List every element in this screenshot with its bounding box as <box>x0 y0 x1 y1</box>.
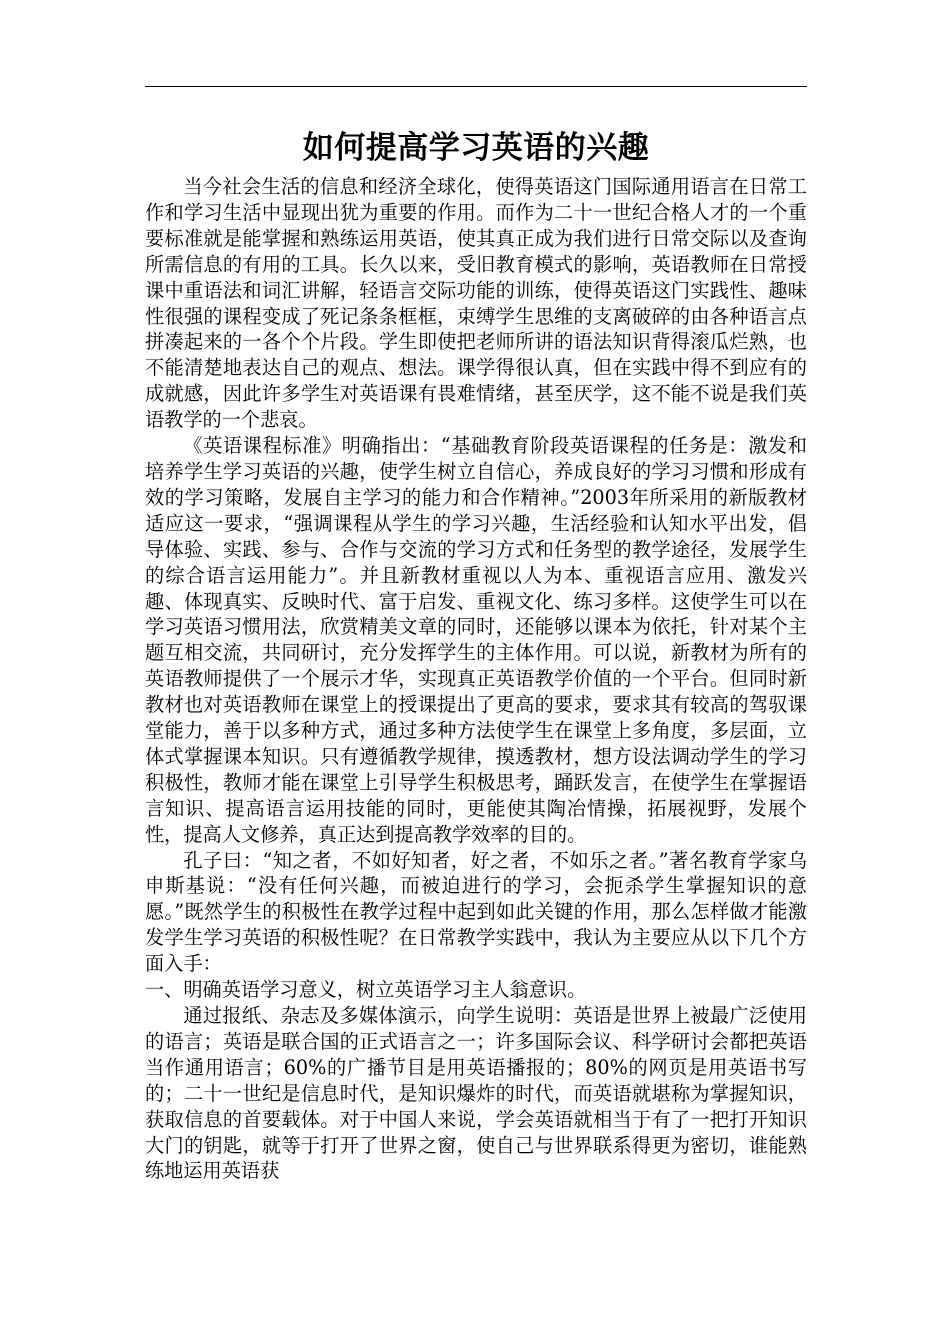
header-rule <box>145 86 807 87</box>
section-heading-1: 一、明确英语学习意义，树立英语学习主人翁意识。 <box>145 978 587 1002</box>
paragraph-intro: 当今社会生活的信息和经济全球化，使得英语这门国际通用语言在日常工作和学习生活中显现出犹为重要的作用。而作为二十一世纪合格人才的一个重要标准就是能掌握和熟练运用英语，使其真正成为我们进行日常交际以及查询所需信息的有用的工具。长久以来，受旧教育模式的影响，英语教师在日常授课中重语法和词汇讲解，轻语言交际功能的训练，使得英语这门实践性、趣味性很强的课程变成了死记条条框框，束缚学生思维的支离破碎的由各种语言点拼凑起来的一各个个片段。学生即使把老师所讲的语法知识背得滚瓜烂熟，也不能清楚地表达自己的观点、想法。课学得很认真，但在实践中得不到应有的成就感，因此许多学生对英语课有畏难情绪，甚至厌学，这不能不说是我们英语教学的一个悲哀。 <box>145 175 807 432</box>
paragraph-curriculum-standard: 《英语课程标准》明确指出：“基础教育阶段英语课程的任务是：激发和培养学生学习英语的兴趣，使学生树立自信心，养成良好的学习习惯和形成有效的学习策略，发展自主学习的能力和合作精神。”2003年所采用的新版教材适应这一要求，“强调课程从学生的学习兴趣，生活经验和认知水平出发，倡导体验、实践、参与、合作与交流的学习方式和任务型的教学途径，发展学生的综合语言运用能力”。并且新教材重视以人为本、重视语言应用、激发兴趣、体现真实、反映时代、富于启发、重视文化、练习多样。这使学生可以在学习英语习惯用法，欣赏精美文章的同时，还能够以课本为依托，针对某个主题互相交流，共同研讨，充分发挥学生的主体作用。可以说，新教材为所有的英语教师提供了一个展示才华，实现真正英语教学价值的一个平台。但同时新教材也对英语教师在课堂上的授课提出了更高的要求，要求其有较高的驾驭课堂能力，善于以多种方式，通过多种方法使学生在课堂上多角度，多层面，立体式掌握课本知识。只有遵循教学规律，摸透教材，想方设法调动学生的学习积极性，教师才能在课堂上引导学生积极思考，踊跃发言，在使学生在掌握语言知识、提高语言运用技能的同时，更能使其陶冶情操，拓展视野，发展个性，提高人文修养，真正达到提高教学效率的目的。 <box>145 434 807 846</box>
document-title: 如何提高学习英语的兴趣 <box>302 130 650 166</box>
paragraph-confucius: 孔子曰：“知之者，不如好知者，好之者，不如乐之者。”著名教育学家乌申斯基说：“没有任何兴趣，而被迫进行的学习，会扼杀学生掌握知识的意愿。”既然学生的积极性在教学过程中起到如此关键的作用，那么怎样做才能激发学生学习英语的积极性呢？在日常教学实践中，我认为主要应从以下几个方面入手： <box>145 848 807 976</box>
document-body <box>145 174 807 1184</box>
paragraph-section-1: 通过报纸、杂志及多媒体演示，向学生说明：英语是世界上被最广泛使用的语言；英语是联合国的正式语言之一；许多国际会议、科学研讨会都把英语当作通用语言；60%的广播节目是用英语播报的；80%的网页是用英语书写的；二十一世纪是信息时代，是知识爆炸的时代，而英语就堪称为掌握知识，获取信息的首要载体。对于中国人来说，学会英语就相当于有了一把打开知识大门的钥匙，就等于打开了世界之窗，使自己与世界联系得更为密切，谁能熟练地运用英语获 <box>145 1004 807 1183</box>
